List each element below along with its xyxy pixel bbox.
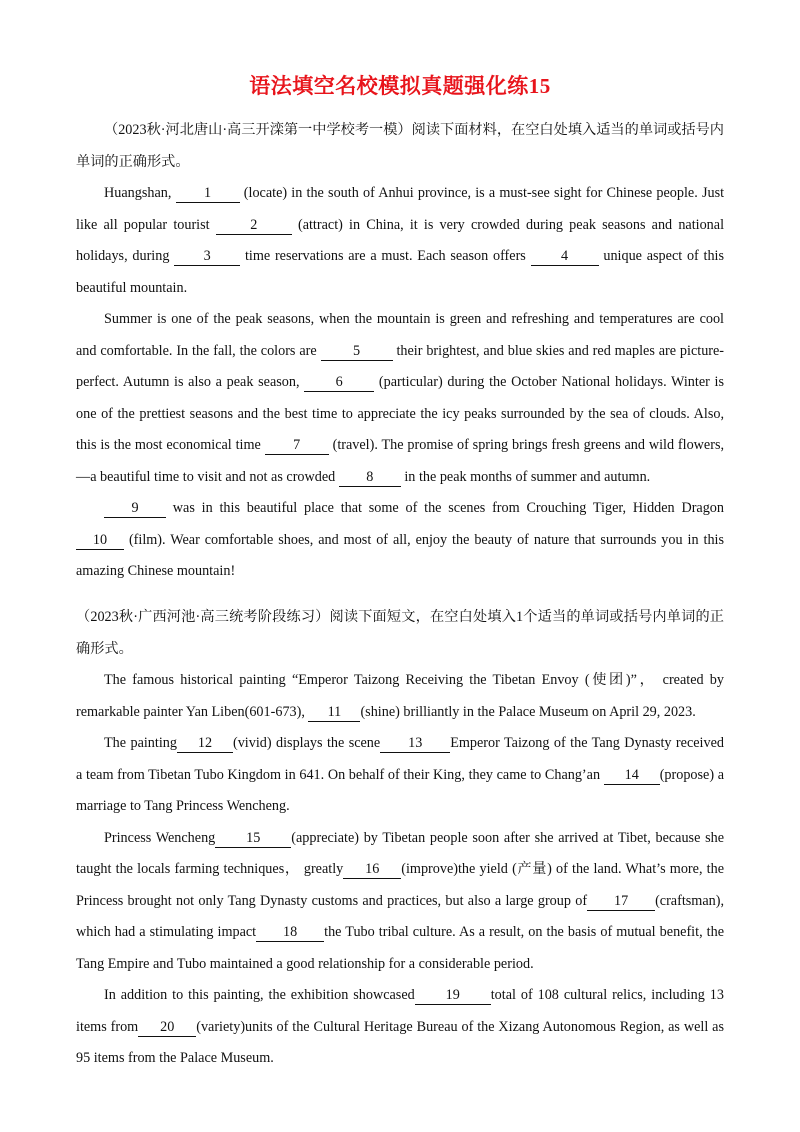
- text: (shine) brilliantly in the Palace Museum on April 29, 2023.: [360, 703, 696, 720]
- blank-7[interactable]: 7: [265, 436, 329, 455]
- blank-8[interactable]: 8: [339, 468, 401, 487]
- text: In addition to this painting, the exhibition showcased: [104, 987, 415, 1003]
- text: unique aspect of this beautiful mountain.: [76, 248, 725, 296]
- text: (locate) in the south of Anhui province, is a must-see sight for Chinese people. Just like all popular tourist: [76, 185, 725, 233]
- blank-13[interactable]: 13: [380, 734, 450, 753]
- blank-4[interactable]: 4: [531, 247, 599, 266]
- blank-17[interactable]: 17: [587, 892, 655, 911]
- text: time reservations are a must. Each season offers: [244, 248, 526, 264]
- blank-9[interactable]: 9: [104, 499, 166, 518]
- passage-1: [76, 115, 724, 588]
- passage-2-paragraph-4: [76, 980, 724, 1075]
- passage-1-paragraph-3: [76, 493, 724, 588]
- passage-2-paragraph-1: [76, 665, 724, 728]
- blank-3[interactable]: 3: [174, 247, 240, 266]
- text: (variety)units of the Cultural Heritage Bureau of the Xizang Autonomous Region, as well as 95 items from the Palace Museum.: [76, 1018, 724, 1066]
- text: The famous historical painting “Emperor Taizong Receiving the Tibetan Envoy (使团)”， created by remarkable painter Yan Liben(601-673),: [76, 672, 724, 720]
- text: Huangshan,: [104, 185, 172, 201]
- passage-2: [76, 602, 724, 1075]
- text: The painting: [104, 735, 177, 751]
- blank-12[interactable]: 12: [177, 734, 233, 753]
- text: in the peak months of summer and autumn.: [404, 468, 651, 485]
- text: Princess Wencheng: [104, 829, 216, 846]
- blank-1[interactable]: 1: [176, 184, 240, 203]
- blank-2[interactable]: 2: [216, 216, 292, 235]
- blank-15[interactable]: 15: [215, 829, 291, 848]
- blank-20[interactable]: 20: [138, 1018, 196, 1037]
- passage-2-paragraph-3: [76, 823, 724, 981]
- text: (travel). The promise of spring brings fresh greens and wild flowers, —a beautiful time to visit and not as crowded: [76, 437, 725, 485]
- blank-18[interactable]: 18: [256, 923, 324, 942]
- text: the Tubo tribal culture. As a result, on the basis of mutual benefit, the Tang Empire and Tubo maintained a good relationship for a considerable period.: [76, 924, 725, 972]
- text: (appreciate) by Tibetan people soon after she arrived at Tibet, because she taught the locals farming techniques， greatly: [76, 829, 724, 877]
- text: (attract) in China, it is very crowded during peak seasons and national holidays, during: [76, 216, 725, 264]
- blank-19[interactable]: 19: [415, 986, 491, 1005]
- passage-1-instructions: （2023秋·河北唐山·高三开滦第一中学校考一模）阅读下面材料，在空白处填入适当的单词或括号内单词的正确形式。: [76, 122, 724, 170]
- text: (film). Wear comfortable shoes, and most of all, enjoy the beauty of nature that surrounds you in this amazing Chinese mountain!: [76, 531, 724, 579]
- text: (vivid) displays the scene: [232, 735, 381, 751]
- passage-1-paragraph-2: [76, 304, 724, 493]
- blank-11[interactable]: 11: [308, 703, 360, 722]
- text: was in this beautiful place that some of the scenes from Crouching Tiger, Hidden Dragon: [172, 500, 724, 516]
- text: their brightest, and blue skies and red maples are picture-perfect. Autumn is also a peak season,: [76, 342, 725, 390]
- page-title: 语法填空名校模拟真题强化练15: [249, 74, 551, 98]
- text: Emperor Taizong of the Tang Dynasty received a team from Tibetan Tubo Kingdom in 641. On behalf of their King, they came to Chang’an: [76, 735, 724, 783]
- blank-5[interactable]: 5: [321, 342, 393, 361]
- text: (propose) a marriage to Tang Princess Wencheng.: [76, 766, 725, 814]
- passage-2-paragraph-2: [76, 728, 724, 823]
- text: total of 108 cultural relics, including 13 items from: [76, 987, 724, 1035]
- blank-14[interactable]: 14: [604, 766, 660, 785]
- text: Summer is one of the peak seasons, when the mountain is green and refreshing and temperatures are cool and comfortable. In the fall, the colors are: [76, 311, 724, 359]
- text: (particular) during the October National holidays. Winter is one of the prettiest seasons and the best time to appreciate the icy peaks surrounded by the sea of clouds. Also, this is the most economical time: [76, 374, 725, 453]
- text: (improve)the yield (产量) of the land. What’s more, the Princess brought not only Tang Dynasty customs and practices, but also a large group of: [76, 861, 725, 909]
- blank-10[interactable]: 10: [76, 531, 124, 550]
- passage-2-instructions: （2023秋·广西河池·高三统考阶段练习）阅读下面短文，在空白处填入1个适当的单词或括号内单词的正确形式。: [76, 609, 724, 657]
- blank-6[interactable]: 6: [304, 373, 374, 392]
- passage-1-paragraph-1: [76, 178, 724, 304]
- text: (craftsman), which had a stimulating impact: [76, 892, 724, 940]
- blank-16[interactable]: 16: [343, 860, 401, 879]
